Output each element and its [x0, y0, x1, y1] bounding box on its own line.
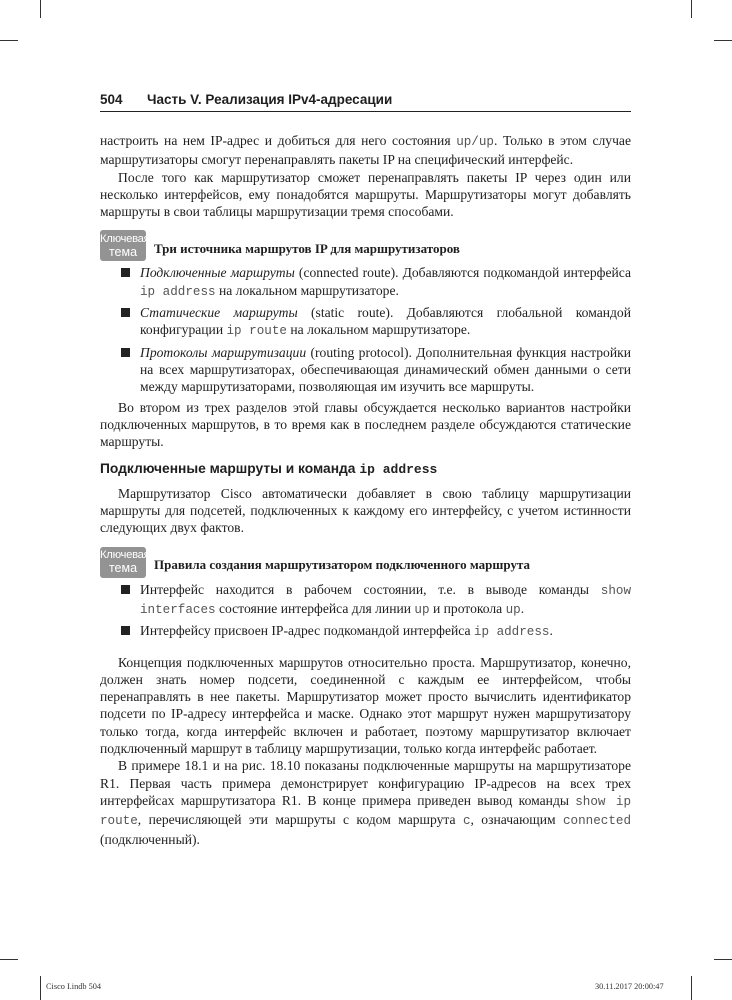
crop-mark	[714, 40, 732, 41]
inline-code: up/up	[456, 135, 494, 149]
crop-mark	[40, 976, 41, 1000]
list-item: Интерфейс находится в рабочем состоянии, т.е. в выводе команды show interfaces состояние интерфейса для линии up и протокола up.	[100, 581, 631, 620]
footer-file: Cisco I.indb 504	[46, 982, 102, 991]
inline-code: ip address	[359, 462, 438, 478]
paragraph: В примере 18.1 и на рис. 18.10 показаны подключенные маршруты на маршрутизаторе R1. Первая часть примера демонстрирует конфигурацию IP-адресов на всех трех интерфейсах маршрутизатора R1. В конце примера приведен вывод команды show ip route, перечисляющей эти маршруты с кодом маршрута c, означающим connected (подключенный).	[100, 758, 632, 847]
crop-mark	[0, 959, 18, 960]
page-body	[100, 132, 631, 848]
key-topic-badge: Ключевая тема	[100, 547, 146, 578]
page-number: 504	[100, 92, 123, 107]
inline-code: ip address	[140, 284, 216, 299]
header-rule	[100, 111, 631, 112]
inline-code: ip address	[473, 625, 550, 640]
inline-code: ip route	[226, 324, 287, 339]
bullet-square-icon	[121, 626, 130, 635]
running-header	[100, 92, 631, 116]
paragraph: Концепция подключенных маршрутов относительно проста. Маршрутизатор, конечно, должен знать номер подсети, соединенной с каждым ее интерфейсом, чтобы перенаправлять в нее пакеты. Маршрутизатор может просто вычислить идентификатор подсети по IP-адресу интерфейса и маске. Однако этот маршрут нужен маршрутизатору только тогда, когда интерфейс включен и работает, поэтому маршрутизатор включает подключенный маршрут в таблицу маршрутизации, только когда интерфейс работает.	[100, 654, 631, 757]
bullet-square-icon	[121, 268, 130, 277]
list-item: Протоколы маршрутизации (routing protocol). Дополнительная функция настройки на всех маршрутизаторах, обеспечивающая динамический обмен данными о сети между маршрутизаторами, позволяющая им изучить все маршруты.	[100, 344, 631, 396]
bullet-square-icon	[121, 308, 130, 317]
key-topic-title: Правила создания маршрутизатором подключенного маршрута	[154, 557, 530, 573]
inline-code: show interfaces	[140, 583, 631, 617]
list-item: Статические маршруты (static route). Добавляются глобальной командой конфигурации ip route на локальном маршрутизаторе.	[100, 304, 631, 341]
paragraph: настроить на нем IP-адрес и добиться для него состояния up/up. Только в этом случае маршрутизаторы смогут перенаправлять пакеты IP на специфический интерфейс.	[100, 133, 631, 168]
bullet-square-icon	[121, 348, 130, 357]
connected-route-rules-list	[100, 581, 631, 642]
key-topic-heading	[100, 547, 631, 578]
inline-code: connected	[562, 814, 632, 829]
crop-mark	[714, 959, 732, 960]
part-title: Часть V. Реализация IPv4-адресации	[147, 92, 393, 107]
inline-code: up	[505, 602, 521, 617]
inline-code: up	[414, 602, 430, 617]
paragraph: Маршрутизатор Cisco автоматически добавляет в свою таблицу маршрутизации маршруты для подсетей, подключенных к каждому его интерфейсу, с учетом истинности следующих двух фактов.	[100, 485, 631, 536]
section-heading: Подключенные маршруты и команда ip address	[100, 461, 438, 478]
crop-mark	[691, 0, 692, 18]
list-item: Интерфейсу присвоен IP-адрес подкомандой интерфейса ip address.	[100, 622, 631, 641]
paragraph: Во втором из трех разделов этой главы обсуждается несколько вариантов настройки подключенных маршрутов, в то время как в последнем разделе обсуждаются статические маршруты.	[100, 399, 631, 450]
key-topic-heading	[100, 230, 631, 261]
crop-mark	[0, 40, 18, 41]
crop-mark	[40, 0, 41, 18]
crop-mark	[691, 976, 692, 1000]
paragraph: После того как маршрутизатор сможет перенаправлять пакеты IP через один или несколько интерфейсов, ему понадобятся маршруты. Маршрутизаторы могут добавлять маршруты в свои таблицы маршрутизации тремя способами.	[100, 169, 631, 220]
key-topic-title: Три источника маршрутов IP для маршрутизаторов	[154, 241, 460, 257]
list-item: Подключенные маршруты (connected route). Добавляются подкомандой интерфейса ip address на локальном маршрутизаторе.	[100, 264, 631, 301]
footer-timestamp: 30.11.2017 20:00:47	[595, 982, 664, 991]
inline-code: c	[462, 814, 471, 829]
inline-code: show ip route	[100, 794, 631, 829]
key-topic-badge: Ключевая тема	[100, 230, 146, 261]
route-sources-list	[100, 264, 631, 395]
bullet-square-icon	[121, 585, 130, 594]
